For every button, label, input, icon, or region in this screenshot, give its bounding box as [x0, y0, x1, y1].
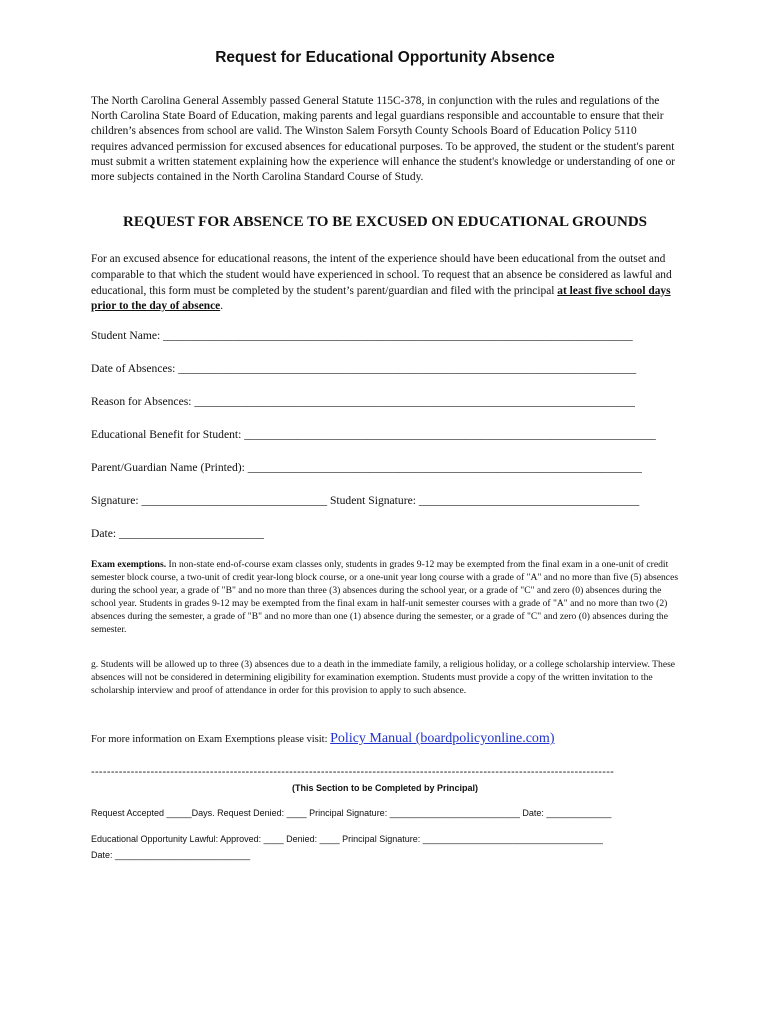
exam-exemptions-text: In non-state end-of-course exam classes only, students in grades 9-12 may be exempted from the final exam in a one-unit of credit semester block course, a two-unit of credit year-long block course, or a one-unit year long course with a grade of "A" and no more than five (5) absences during the school year, a grade of "B" and no more than three (3) absences during the school year, or a grade of "C" and zero (0) absences during the school year. Students in grades 9-12 may be exempted from the final exam in half-unit semester courses with a grade of "A" and no more than two (2) absences during the semester, a grade of "B" and no more than one (1) absence during the semester, or a grade of "C" and zero (0) absences during the semester.	[91, 559, 679, 635]
exam-exemptions-label: Exam exemptions.	[91, 559, 167, 570]
policy-manual-link[interactable]: Policy Manual (boardpolicyonline.com)	[330, 731, 555, 746]
request-paragraph-end: .	[220, 300, 224, 313]
principal-request-line[interactable]: Request Accepted _____Days. Request Denied: ____ Principal Signature: __________________________ Date: _____________	[91, 808, 612, 818]
more-info-text: For more information on Exam Exemptions please visit:	[91, 734, 331, 745]
separator-line: ------------------------------------------------------------------------------------------------------------------------------------	[91, 766, 615, 778]
reason-for-absences-field[interactable]: Reason for Absences: ____________________________________________________________________________	[91, 395, 635, 408]
parent-guardian-name-field[interactable]: Parent/Guardian Name (Printed): ____________________________________________________________________	[91, 461, 642, 474]
date-field[interactable]: Date: _________________________	[91, 527, 264, 540]
student-name-field[interactable]: Student Name: _________________________________________________________________________________	[91, 329, 633, 342]
deadline-emphasis: at least five school days prior to the day of absence	[91, 284, 671, 313]
signature-fields[interactable]: Signature: ________________________________ Student Signature: ______________________________________	[91, 494, 640, 507]
principal-section-note: (This Section to be Completed by Principal)	[291, 783, 479, 793]
clause-g-paragraph: g. Students will be allowed up to three (3) absences due to a death in the immediate family, a religious holiday, or a college scholarship interview. These absences will not be considered in determining eligibility for examination exemption. Students must provide a copy of the written invitation to the scholarship interview and proof of attendance in order for this provision to apply to such absence.	[91, 659, 676, 696]
exam-exemptions-paragraph	[91, 558, 681, 636]
form-title: Request for Educational Opportunity Absence	[215, 49, 555, 66]
request-paragraph-text: For an excused absence for educational reasons, the intent of the experience should have been educational from the outset and comparable to that which the student would have experienced in school. To request that an absence be considered as lawful and educational, this form must be completed by the student’s parent/guardian and filed with the principal	[91, 253, 672, 297]
section-heading: REQUEST FOR ABSENCE TO BE EXCUSED ON EDUCATIONAL GROUNDS	[122, 214, 647, 230]
more-info-line	[91, 731, 554, 747]
request-paragraph	[91, 252, 676, 315]
educational-benefit-field[interactable]: Educational Benefit for Student: _______________________________________________________________________	[91, 428, 656, 441]
intro-paragraph: The North Carolina General Assembly passed General Statute 115C-378, in conjunction with the rules and regulations of the North Carolina State Board of Education, making parents and legal guardians responsible and accountable to ensure that their children’s absences from school are valid. The Winston Salem Forsyth County Schools Board of Education Policy 5110 requires advanced permission for excused absences for educational purposes. To be approved, the student or the student's parent must submit a written statement explaining how the experience will enhance the student's knowledge or understanding of one or more subjects contained in the North Carolina Standard Course of Study.	[91, 95, 676, 184]
principal-date-line[interactable]: Date: ___________________________	[91, 850, 251, 860]
date-of-absences-field[interactable]: Date of Absences: _______________________________________________________________________________	[91, 362, 637, 375]
principal-lawful-line[interactable]: Educational Opportunity Lawful: Approved: ____ Denied: ____ Principal Signature: ____________________________________	[91, 834, 603, 844]
